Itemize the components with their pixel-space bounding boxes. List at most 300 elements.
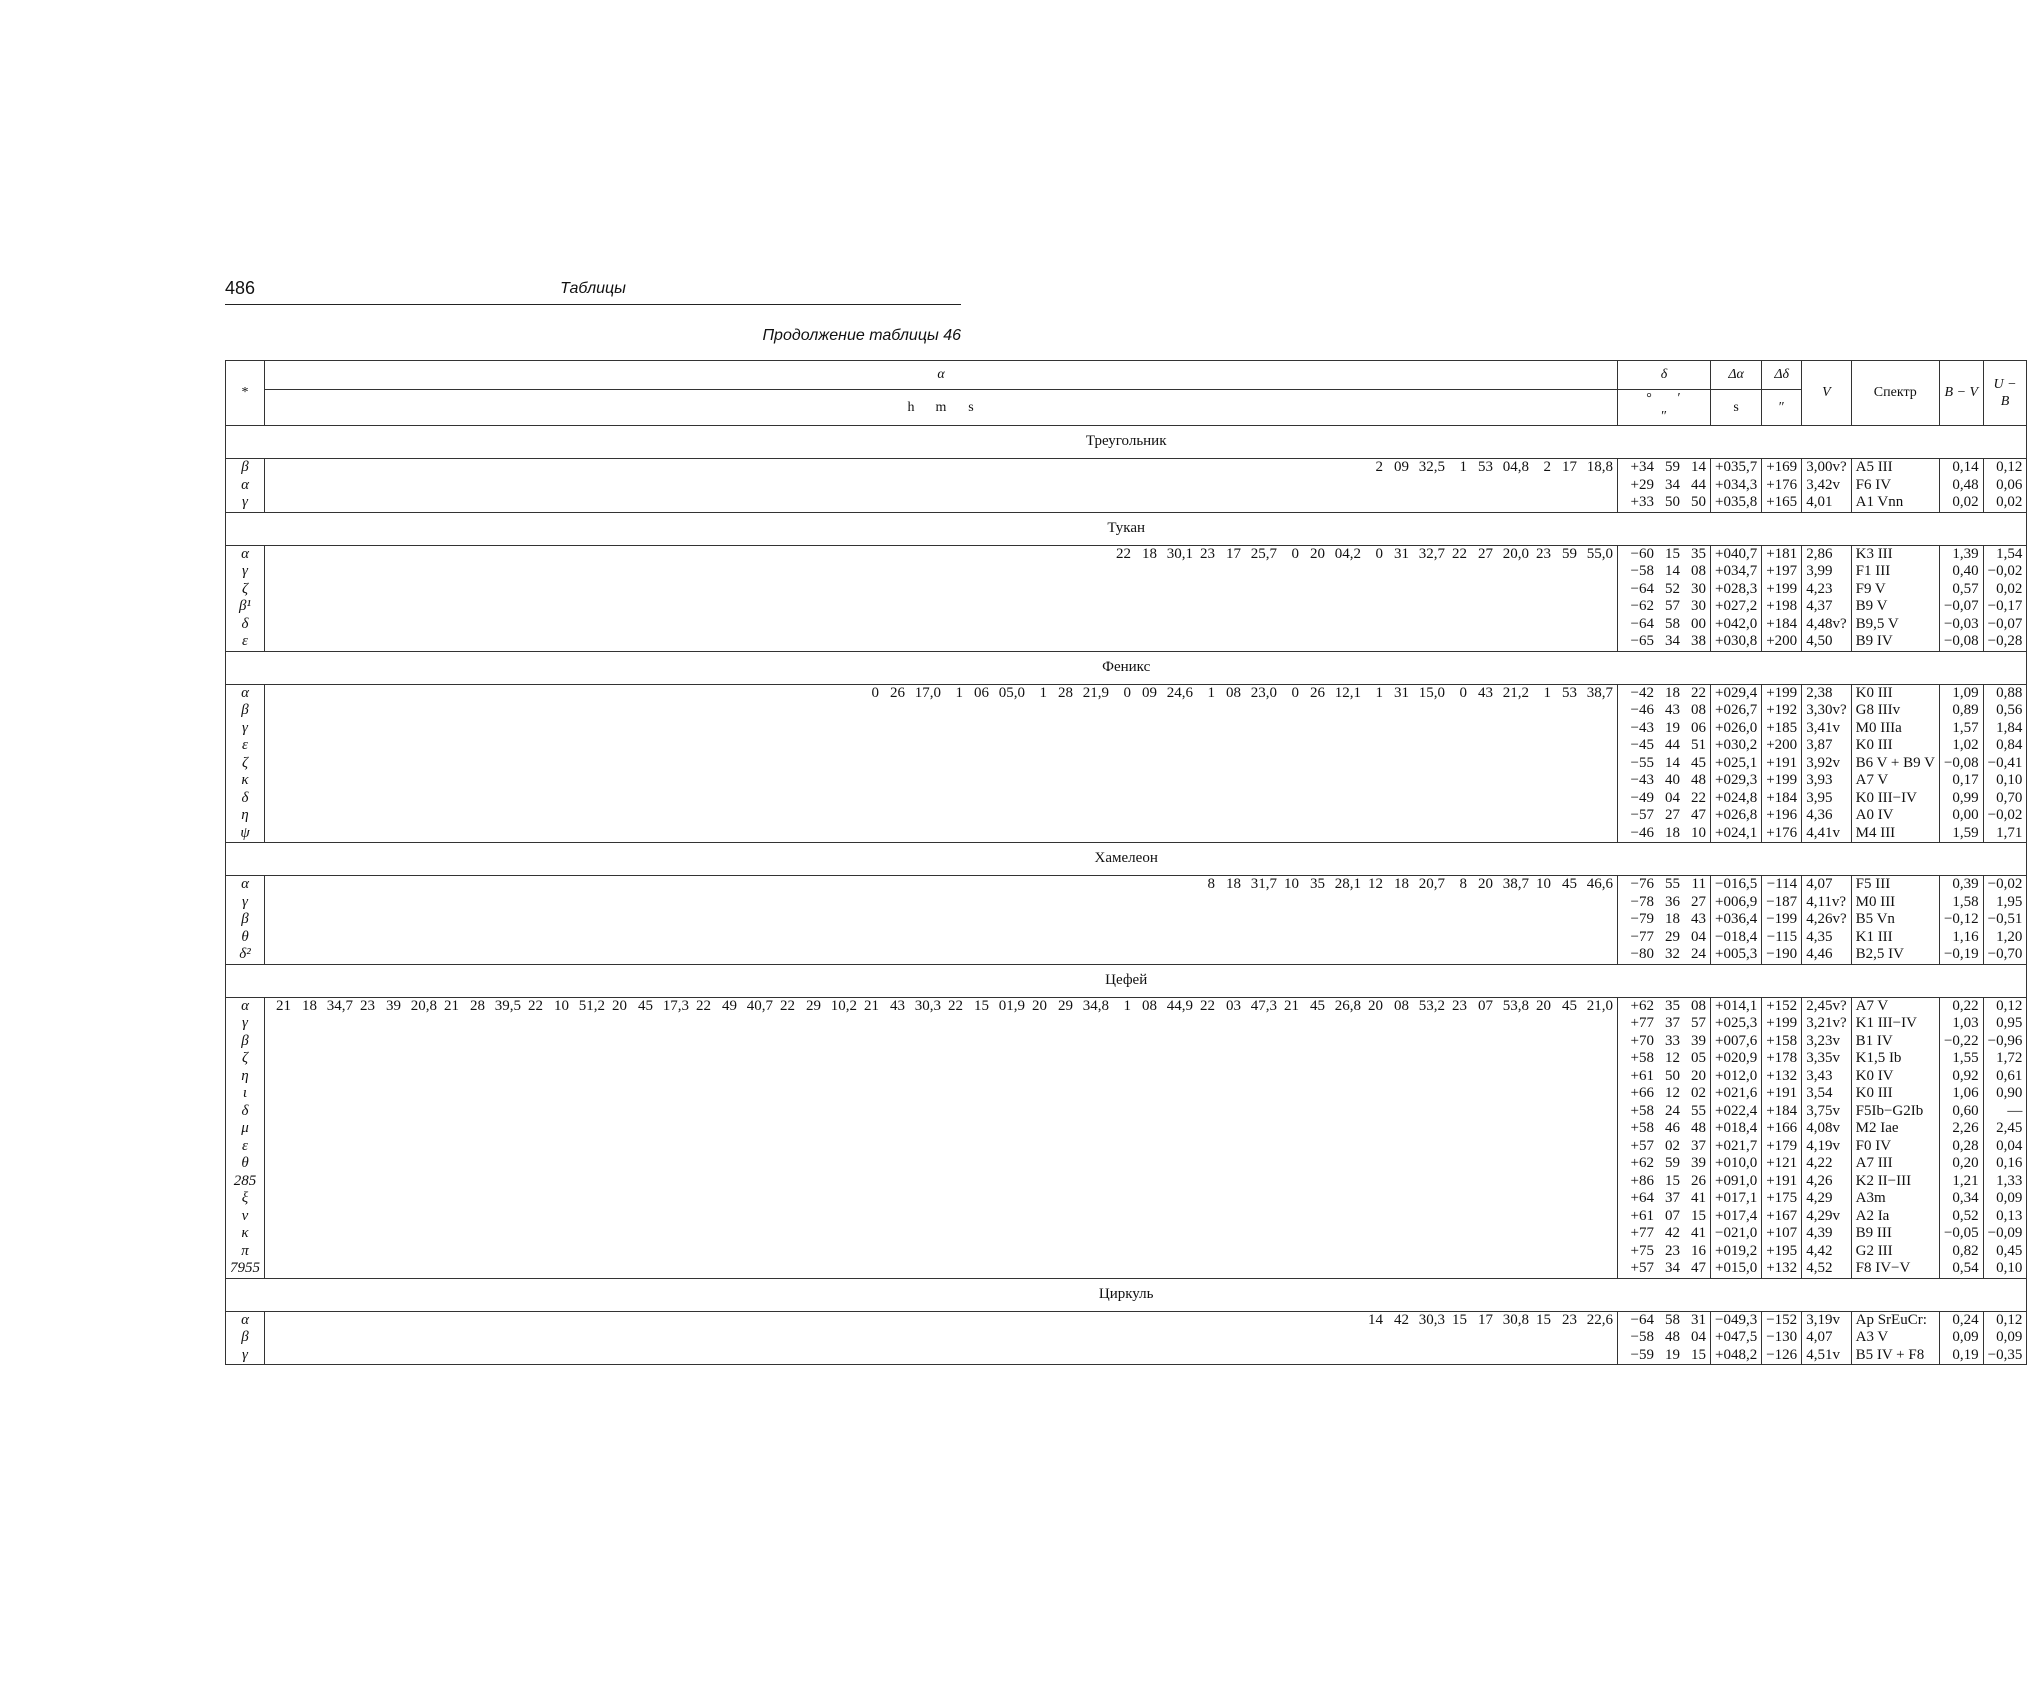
magnitude-v-cell [1802, 997, 1851, 1278]
color-bv: 1,06 [1952, 1085, 1979, 1101]
ra-minutes: 39 [386, 997, 401, 1014]
ra-line [1529, 1312, 1613, 1330]
ra-line [1529, 998, 1613, 1016]
color-ub-line [1988, 772, 2023, 790]
color-ub-cell [1983, 997, 2027, 1278]
ra-line [1193, 546, 1277, 564]
star-symbol: π [241, 1242, 249, 1259]
color-bv: 0,28 [1952, 1137, 1979, 1154]
dec-arcmin: 19 [1665, 1346, 1680, 1363]
delta-delta: +191 [1766, 754, 1798, 771]
delta-delta: −152 [1766, 1311, 1798, 1328]
spectral-class: G2 III [1855, 1242, 1893, 1259]
color-ub: 0,56 [1996, 702, 2023, 718]
dec-line [1622, 1208, 1706, 1226]
star-symbol: δ [241, 1102, 249, 1119]
dec-arcsec: 26 [1691, 1172, 1706, 1189]
alpha-units: h m s [265, 390, 1618, 426]
star-symbol-line [230, 825, 260, 843]
delta-delta: +178 [1766, 1050, 1798, 1066]
delta-delta-line [1766, 616, 1797, 634]
delta-delta: +152 [1766, 997, 1798, 1014]
delta-alpha: +012,0 [1715, 1067, 1758, 1084]
dec-line [1622, 1225, 1706, 1243]
spectral-class-line [1856, 563, 1935, 581]
dec-arcmin: 42 [1665, 1225, 1680, 1241]
star-symbol: ζ [241, 580, 249, 597]
ra-hours: 20 [1536, 997, 1551, 1014]
color-ub-line [1988, 1033, 2023, 1051]
magnitude-v-cell [1802, 684, 1851, 843]
ra-seconds: 39,5 [494, 997, 521, 1014]
ra-minutes: 53 [1478, 459, 1493, 475]
color-bv-line [1944, 1085, 1979, 1103]
delta-delta-line [1766, 581, 1797, 599]
color-bv-line [1944, 546, 1979, 564]
delta-alpha: +025,1 [1715, 754, 1758, 771]
magnitude-v-line [1806, 581, 1846, 599]
dec-arcsec: 50 [1691, 494, 1706, 510]
magnitude-v: 4,36 [1806, 807, 1833, 823]
delta-delta-line [1766, 702, 1797, 720]
delta-alpha-line [1715, 929, 1757, 947]
ra-minutes: 35 [1310, 876, 1325, 892]
color-bv-line [1944, 1103, 1979, 1121]
ra-minutes: 08 [1226, 684, 1241, 701]
color-bv-line [1944, 459, 1979, 477]
color-bv: 0,40 [1952, 563, 1979, 579]
color-ub: 0,90 [1996, 1085, 2023, 1101]
magnitude-v-line [1806, 1068, 1846, 1086]
delta-delta-line [1766, 876, 1797, 894]
delta-delta: +176 [1766, 824, 1798, 841]
magnitude-v: 3,99 [1806, 563, 1833, 579]
declination-cell [1618, 684, 1711, 843]
ra-line [1529, 546, 1613, 564]
color-ub-line [1988, 1243, 2023, 1261]
delta-alpha: +017,1 [1715, 1190, 1758, 1206]
delta-delta: +195 [1766, 1242, 1798, 1259]
dec-arcsec: 27 [1691, 893, 1706, 910]
dec-degrees: +77 [1630, 1225, 1654, 1241]
ra-seconds: 31,7 [1250, 876, 1277, 892]
dec-arcmin: 12 [1665, 1050, 1680, 1066]
dec-line [1622, 1173, 1706, 1191]
ra-seconds: 23,0 [1250, 684, 1277, 701]
dec-line [1622, 1190, 1706, 1208]
spectral-class: A3m [1855, 1190, 1886, 1206]
color-ub: 1,20 [1996, 928, 2023, 945]
color-bv: 1,02 [1952, 737, 1979, 753]
dec-arcmin: 52 [1665, 580, 1680, 597]
color-ub-line [1988, 790, 2023, 808]
dec-arcmin: 29 [1665, 928, 1680, 945]
star-symbol: β¹ [239, 598, 251, 614]
dec-arcmin: 37 [1665, 1190, 1680, 1206]
ra-line [941, 998, 1025, 1016]
dec-line [1622, 459, 1706, 477]
magnitude-v: 3,42v [1806, 476, 1840, 493]
delta-delta: +199 [1766, 580, 1798, 597]
right-ascension-cell [265, 684, 1618, 843]
spectral-class-line [1856, 1173, 1935, 1191]
dec-arcmin: 58 [1665, 1311, 1680, 1328]
spectral-class-line [1856, 1085, 1935, 1103]
delta-delta: −199 [1766, 911, 1798, 927]
ra-seconds: 28,1 [1334, 876, 1361, 892]
color-ub-line [1988, 598, 2023, 616]
spectral-class-line [1856, 998, 1935, 1016]
dec-degrees: −55 [1630, 754, 1654, 771]
ra-hours: 12 [1368, 876, 1383, 892]
magnitude-v: 2,38 [1806, 684, 1833, 701]
magnitude-v: 3,54 [1806, 1085, 1833, 1101]
color-ub-line [1988, 946, 2023, 964]
delta-alpha-cell [1711, 997, 1762, 1278]
dec-arcsec: 37 [1691, 1137, 1706, 1154]
ra-line [1445, 546, 1529, 564]
spectral-class: K1 III−IV [1855, 1015, 1917, 1031]
color-ub-line [1988, 1050, 2023, 1068]
delta-delta-line [1766, 1015, 1797, 1033]
declination-cell [1618, 459, 1711, 513]
color-bv: 0,34 [1952, 1190, 1979, 1206]
magnitude-v: 3,87 [1806, 737, 1833, 753]
color-ub-line [1988, 737, 2023, 755]
delta-alpha-cell [1711, 876, 1762, 965]
ra-minutes: 26 [1310, 684, 1325, 701]
dec-arcsec: 44 [1691, 476, 1706, 493]
star-symbol: γ [242, 893, 248, 910]
spectral-class-line [1856, 1190, 1935, 1208]
spectral-class-line [1856, 1329, 1935, 1347]
ra-minutes: 28 [470, 997, 485, 1014]
dec-arcsec: 41 [1691, 1190, 1706, 1206]
color-ub: 0,10 [1996, 772, 2023, 788]
delta-alpha-line [1715, 772, 1757, 790]
color-ub: −0,96 [1987, 1032, 2023, 1049]
spectral-class-line [1856, 1120, 1935, 1138]
star-symbol: ε [242, 1137, 248, 1154]
delta-alpha-line [1715, 755, 1757, 773]
spectral-class-cell [1851, 997, 1939, 1278]
spectral-class-line [1856, 911, 1935, 929]
dec-degrees: −64 [1630, 615, 1654, 632]
color-bv: 0,24 [1952, 1311, 1979, 1328]
star-symbol-line [230, 1103, 260, 1121]
dec-degrees: −65 [1630, 633, 1654, 649]
col-delta: δ [1618, 361, 1711, 390]
dec-arcsec: 38 [1691, 633, 1706, 649]
delta-delta-line [1766, 1208, 1797, 1226]
star-symbol: ν [241, 1207, 249, 1224]
star-symbol: ι [242, 1085, 248, 1101]
ra-line [1277, 876, 1361, 894]
ra-hours: 10 [1284, 876, 1299, 892]
page-number: 486 [225, 278, 256, 298]
delta-alpha: +042,0 [1715, 615, 1758, 632]
color-bv-cell [1939, 876, 1983, 965]
group-data-block [226, 876, 2027, 965]
star-symbol-line [230, 807, 260, 825]
spectral-class-line [1856, 1103, 1935, 1121]
color-ub-line [1988, 1015, 2023, 1033]
color-ub-line [1988, 477, 2023, 495]
spectral-class: M0 IIIa [1855, 719, 1902, 736]
spectral-class-line [1856, 825, 1935, 843]
spectral-class: F5Ib−G2Ib [1855, 1102, 1924, 1119]
dec-arcsec: 22 [1691, 789, 1706, 806]
delta-delta-line [1766, 1085, 1797, 1103]
star-symbol: γ [242, 563, 248, 579]
delta-delta-cell [1762, 876, 1802, 965]
delta-alpha-line [1715, 702, 1757, 720]
color-ub-line [1988, 876, 2023, 894]
delta-alpha: +007,6 [1715, 1032, 1758, 1049]
dec-arcmin: 18 [1665, 911, 1680, 927]
dec-degrees: +86 [1630, 1172, 1654, 1189]
spectral-class-line [1856, 807, 1935, 825]
color-ub-cell [1983, 1311, 2027, 1365]
ra-hours: 15 [1536, 1311, 1551, 1328]
ra-seconds: 12,1 [1334, 684, 1361, 701]
magnitude-v-line [1806, 1085, 1846, 1103]
ra-hours: 1 [1039, 684, 1047, 701]
dec-line [1622, 616, 1706, 634]
dec-line [1622, 477, 1706, 495]
delta-delta-cell [1762, 997, 1802, 1278]
ra-line [1361, 685, 1445, 703]
magnitude-v: 3,23v [1806, 1032, 1840, 1049]
delta-delta: +132 [1766, 1260, 1798, 1276]
declination-cell [1618, 545, 1711, 651]
ra-hours: 8 [1207, 876, 1215, 892]
spectral-class: A0 IV [1855, 807, 1894, 823]
star-symbol-cell [226, 684, 265, 843]
delta-alpha-line [1715, 790, 1757, 808]
magnitude-v: 4,41v [1806, 824, 1840, 841]
color-bv-line [1944, 1015, 1979, 1033]
spectral-class: A5 III [1855, 459, 1893, 475]
delta-delta: −187 [1766, 893, 1798, 910]
ra-minutes: 17 [1478, 1311, 1493, 1328]
ra-line [1025, 685, 1109, 703]
delta-delta: +199 [1766, 772, 1798, 788]
star-symbol-cell [226, 545, 265, 651]
ra-hours: 22 [1452, 545, 1467, 562]
delta-delta: +199 [1766, 684, 1798, 701]
ra-line [1193, 685, 1277, 703]
delta-alpha: +030,8 [1715, 633, 1758, 649]
color-bv: 0,39 [1952, 876, 1979, 892]
color-bv: 0,00 [1952, 807, 1979, 823]
dec-degrees: −43 [1630, 719, 1654, 736]
dec-arcsec: 39 [1691, 1032, 1706, 1049]
dec-arcsec: 48 [1691, 772, 1706, 788]
ra-minutes: 18 [1394, 876, 1409, 892]
delta-alpha-line [1715, 737, 1757, 755]
delta-alpha: +015,0 [1715, 1260, 1758, 1276]
magnitude-v: 2,45v? [1806, 997, 1847, 1014]
ra-line [521, 998, 605, 1016]
dec-degrees: −57 [1630, 807, 1654, 823]
spectral-class-line [1856, 1033, 1935, 1051]
delta-delta: +107 [1766, 1225, 1798, 1241]
ra-line [1277, 998, 1361, 1016]
delta-alpha-line [1715, 633, 1757, 651]
delta-delta-line [1766, 755, 1797, 773]
magnitude-v-line [1806, 633, 1846, 651]
group-title-row [226, 512, 2027, 545]
delta-alpha: +026,7 [1715, 702, 1758, 718]
magnitude-v: 3,92v [1806, 754, 1840, 771]
ra-hours: 1 [1123, 997, 1131, 1014]
color-ub: 1,84 [1996, 719, 2023, 736]
magnitude-v-line [1806, 807, 1846, 825]
color-bv-line [1944, 807, 1979, 825]
dec-degrees: −45 [1630, 737, 1654, 753]
ra-hours: 0 [1375, 545, 1383, 562]
spectral-class-line [1856, 772, 1935, 790]
group-title-row [226, 964, 2027, 997]
spectral-class: A7 III [1855, 1155, 1893, 1171]
ra-line [857, 685, 941, 703]
spectral-class-line [1856, 581, 1935, 599]
magnitude-v: 4,50 [1806, 633, 1833, 649]
magnitude-v-line [1806, 790, 1846, 808]
ra-seconds: 44,9 [1166, 997, 1193, 1014]
dec-degrees: −43 [1630, 772, 1654, 788]
delta-delta: +169 [1766, 459, 1798, 475]
ra-hours: 20 [1032, 997, 1047, 1014]
dec-arcsec: 05 [1691, 1050, 1706, 1066]
ra-seconds: 51,2 [578, 997, 605, 1014]
dec-line [1622, 825, 1706, 843]
constellation-name: Хамелеон [226, 843, 2027, 876]
ra-seconds: 15,0 [1418, 684, 1445, 701]
magnitude-v-line [1806, 1103, 1846, 1121]
color-bv: 0,92 [1952, 1067, 1979, 1084]
col-dalpha: Δα [1711, 361, 1762, 390]
dec-arcmin: 34 [1665, 1260, 1680, 1276]
color-bv-line [1944, 1190, 1979, 1208]
delta-alpha-line [1715, 581, 1757, 599]
star-symbol-line [230, 1050, 260, 1068]
ra-hours: 22 [696, 997, 711, 1014]
magnitude-v-line [1806, 1347, 1846, 1365]
color-bv: −0,07 [1943, 598, 1979, 614]
color-bv-line [1944, 1347, 1979, 1365]
dec-degrees: +70 [1630, 1032, 1654, 1049]
color-ub-line [1988, 581, 2023, 599]
spectral-class: F6 IV [1855, 476, 1892, 493]
spectral-class-line [1856, 1312, 1935, 1330]
star-symbol: η [241, 807, 249, 823]
dec-degrees: +58 [1630, 1050, 1654, 1066]
dec-arcmin: 57 [1665, 598, 1680, 614]
delta-alpha: +014,1 [1715, 997, 1758, 1014]
dec-arcsec: 57 [1691, 1015, 1706, 1031]
ra-seconds: 26,8 [1334, 997, 1361, 1014]
ra-minutes: 45 [1562, 997, 1577, 1014]
delta-delta: +196 [1766, 807, 1798, 823]
delta-alpha-line [1715, 1208, 1757, 1226]
spectral-class-line [1856, 633, 1935, 651]
delta-delta-line [1766, 1068, 1797, 1086]
delta-delta: +158 [1766, 1032, 1798, 1049]
dec-degrees: +57 [1630, 1260, 1654, 1276]
dec-line [1622, 1260, 1706, 1278]
ra-seconds: 20,0 [1502, 545, 1529, 562]
delta-delta-line [1766, 1050, 1797, 1068]
color-bv-line [1944, 1225, 1979, 1243]
ra-minutes: 06 [974, 684, 989, 701]
delta-alpha: +021,7 [1715, 1137, 1758, 1154]
ra-minutes: 59 [1562, 545, 1577, 562]
delta-delta-line [1766, 1225, 1797, 1243]
delta-delta: −115 [1766, 928, 1798, 945]
spectral-class-line [1856, 616, 1935, 634]
delta-delta: +121 [1766, 1155, 1798, 1171]
magnitude-v-line [1806, 894, 1846, 912]
group-title-row [226, 651, 2027, 684]
spectral-class-line [1856, 546, 1935, 564]
delta-delta: +200 [1766, 633, 1798, 649]
dec-arcsec: 11 [1691, 876, 1706, 892]
star-symbol-cell [226, 1311, 265, 1365]
spectral-class: F5 III [1855, 876, 1891, 892]
dec-arcmin: 27 [1665, 807, 1680, 823]
delta-alpha: −018,4 [1715, 928, 1758, 945]
ra-minutes: 53 [1562, 684, 1577, 701]
color-bv-line [1944, 1329, 1979, 1347]
magnitude-v: 4,39 [1806, 1225, 1833, 1241]
dec-line [1622, 546, 1706, 564]
color-ub: 0,04 [1996, 1137, 2023, 1154]
star-symbol: α [241, 684, 249, 701]
page-header [225, 278, 961, 305]
dec-arcmin: 33 [1665, 1032, 1680, 1049]
color-bv-line [1944, 946, 1979, 964]
delta-alpha: +030,2 [1715, 737, 1758, 753]
dec-arcmin: 07 [1665, 1207, 1680, 1224]
delta-alpha-cell [1711, 545, 1762, 651]
delta-delta-line [1766, 1329, 1797, 1347]
delta-alpha: −049,3 [1715, 1311, 1758, 1328]
ra-hours: 1 [1459, 459, 1467, 475]
ra-seconds: 34,7 [326, 997, 353, 1014]
delta-alpha: +048,2 [1715, 1346, 1758, 1363]
color-bv: 1,03 [1952, 1015, 1979, 1031]
delta-alpha-line [1715, 876, 1757, 894]
color-bv: 0,54 [1952, 1260, 1979, 1276]
ra-seconds: 47,3 [1250, 997, 1277, 1014]
dec-line [1622, 598, 1706, 616]
dec-arcsec: 06 [1691, 719, 1706, 736]
magnitude-v: 4,01 [1806, 494, 1833, 510]
ra-hours: 0 [1459, 684, 1467, 701]
color-bv-line [1944, 1260, 1979, 1278]
ra-minutes: 45 [638, 997, 653, 1014]
color-bv-cell [1939, 1311, 1983, 1365]
ra-minutes: 20 [1478, 876, 1493, 892]
ra-hours: 0 [1291, 684, 1299, 701]
dec-arcsec: 08 [1691, 563, 1706, 579]
group-data-block [226, 459, 2027, 513]
color-ub-line [1988, 1190, 2023, 1208]
dec-arcmin: 36 [1665, 893, 1680, 910]
ra-minutes: 20 [1310, 545, 1325, 562]
